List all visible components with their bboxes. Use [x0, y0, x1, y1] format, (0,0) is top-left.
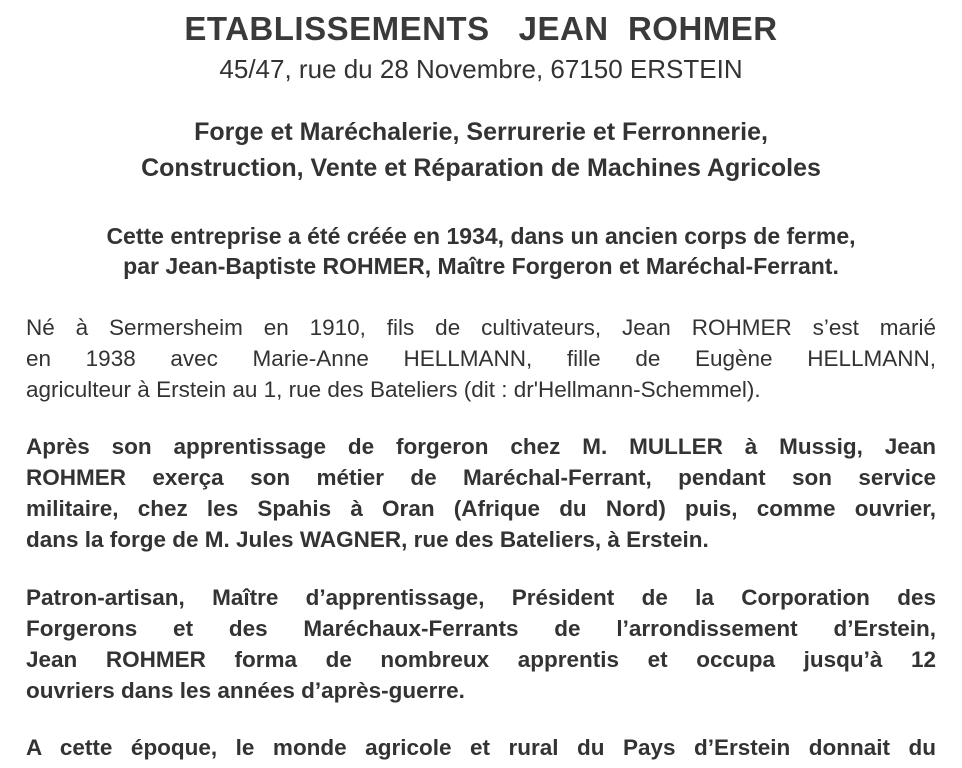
paragraph-career [26, 582, 936, 706]
paragraph-line: Après son apprentissage de forgeron chez M. MULLER à Mussig, Jean [26, 434, 936, 459]
paragraph-biography [26, 312, 936, 405]
paragraph-apprenticeship [26, 431, 936, 555]
paragraph-line: Patron-artisan, Maître d’apprentissage, Président de la Corporation des [26, 585, 936, 610]
paragraph-line: en 1938 avec Marie-Anne HELLMANN, fille de Eugène HELLMANN, [26, 346, 936, 371]
paragraph-line: agriculteur à Erstein au 1, rue des Bateliers (dit : dr'Hellmann-Schemmel). [26, 377, 761, 402]
paragraph-line: A cette époque, le monde agricole et rural du Pays d’Erstein donnait du [26, 735, 936, 760]
company-address: 45/47, rue du 28 Novembre, 67150 ERSTEIN [219, 54, 743, 84]
paragraph-line: dans la forge de M. Jules WAGNER, rue des Bateliers, à Erstein. [26, 527, 709, 552]
paragraph-line: Né à Sermersheim en 1910, fils de cultivateurs, Jean ROHMER s’est marié [26, 315, 936, 340]
document-title: ETABLISSEMENTS JEAN ROHMER [184, 10, 778, 47]
founding-line-1: Cette entreprise a été créée en 1934, dans un ancien corps de ferme, [106, 223, 856, 249]
founding-line-2: par Jean-Baptiste ROHMER, Maître Forgeron et Maréchal-Ferrant. [123, 253, 839, 279]
activities-line-2: Construction, Vente et Réparation de Machines Agricoles [141, 154, 821, 182]
paragraph-line: ouvriers dans les années d’après-guerre. [26, 678, 465, 703]
paragraph-line: Forgerons et des Maréchaux-Ferrants de l’arrondissement d’Erstein, [26, 616, 936, 641]
paragraph-line: militaire, chez les Spahis à Oran (Afrique du Nord) puis, comme ouvrier, [26, 496, 936, 521]
paragraph-line: Jean ROHMER forma de nombreux apprentis et occupa jusqu’à 12 [26, 647, 936, 672]
paragraph-line: ROHMER exerça son métier de Maréchal-Ferrant, pendant son service [26, 465, 936, 490]
paragraph-era [26, 732, 936, 763]
activities-line-1: Forge et Maréchalerie, Serrurerie et Ferronnerie, [194, 118, 768, 146]
